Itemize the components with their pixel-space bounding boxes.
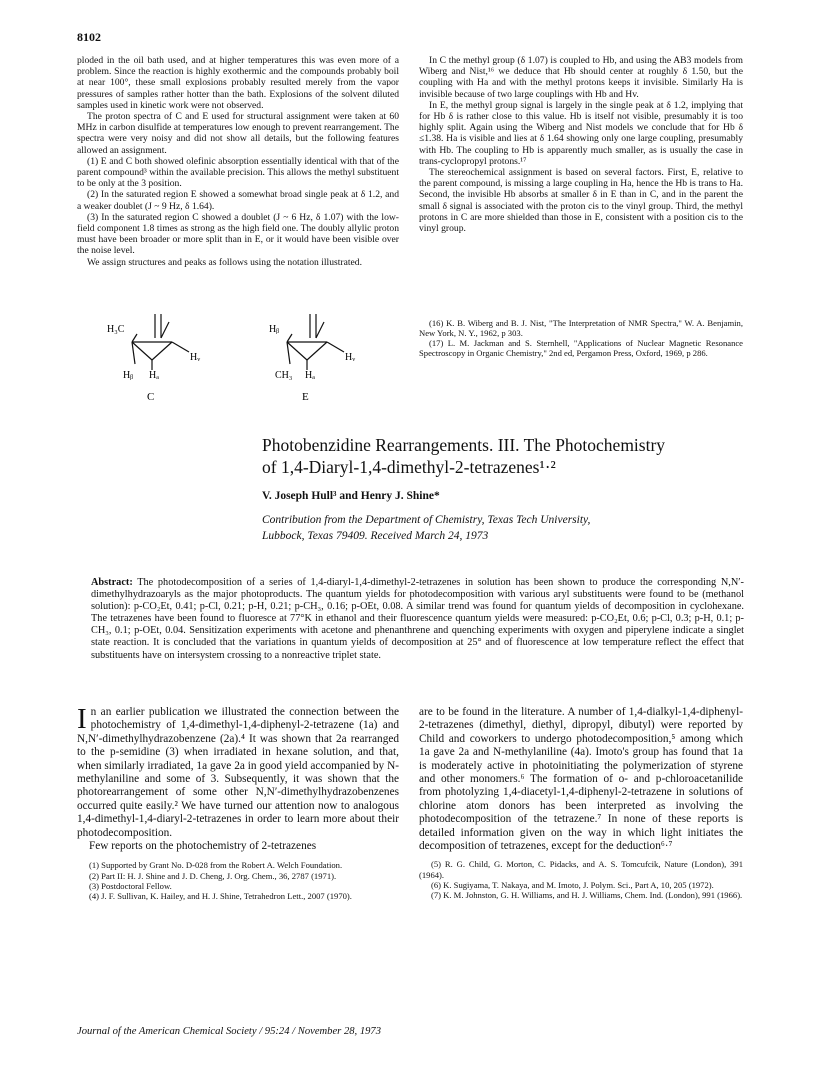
struct-label: Hₐ: [149, 370, 159, 381]
struct-label: CH₃: [275, 370, 293, 381]
structure-label-c: C: [147, 391, 155, 403]
paragraph: In E, the methyl group signal is largely in the single peak at δ 1.2, implying that for Hb δ is rather close to this value. Hb is itself not visible, presumably it is too highly split. Again using the Wiberg and Nist models we conclude that for Hb δ ≤1.38. Ha is visible and lies at δ 1.64 showing only one large coupling, presumably with Hb. The coupling to Hb is apparently much smaller, as is usually the case in trans-cyclopropyl protons.¹⁷: [419, 99, 743, 167]
title-line: Photobenzidine Rearrangements. III. The Photochemistry: [262, 435, 666, 455]
footnote: (7) K. M. Johnston, G. H. Williams, and H. J. Williams, Chem. Ind. (London), 991 (1966).: [431, 889, 743, 900]
affiliation: [262, 512, 742, 544]
struct-label: H₃C: [107, 324, 125, 335]
left-column-text: [77, 55, 399, 268]
footnotes-left: [77, 860, 399, 900]
footnote: (4) J. F. Sullivan, K. Hailey, and H. J. Shine, Tetrahedron Lett., 2007 (1970).: [89, 890, 352, 901]
paragraph: The proton spectra of C and E used for structural assignment were taken at 60 MHz in carbon disulfide at temperatures low enough to prevent rearrangement. The spectra were very noisy and did not show all details, but the following features allowed an assignment.: [77, 111, 399, 156]
paragraph: Few reports on the photochemistry of 2-tetrazenes: [89, 840, 317, 853]
paragraph: are to be found in the literature. A number of 1,4-dialkyl-1,4-diphenyl-2-tetrazenes (dimethyl, diethyl, dipropyl, dibutyl) were reported by Child and coworkers to undergo photodecomposition,⁵ among which 1a gave 2a and N-methylaniline (4a). Imoto's group has found that 1a is moderately active in photoinitiating the polymerization of styrene and other monomers.⁶ The formation of o- and p-chloroacetanilide from photolyzing 1,4-diacetyl-1,4-diphenyl-2-tetrazene in solutions of chlorine atom donors has been interpreted as involving the photodecomposition of the tetrazene.⁷ In none of these reports is detailed information given on the way in which light initiates the decomposition of tetrazenes, except for the deduction⁶·⁷: [419, 706, 743, 853]
paragraph: (3) In the saturated region C showed a doublet (J ~ 6 Hz, δ 1.07) with the low-field component 1.8 times as strong as the high field one. The doubly allylic proton must have been broader or more split than in E, or it would have been visible over the noise level.: [77, 211, 399, 257]
affiliation-line: Lubbock, Texas 79409. Received March 24, 1973: [262, 530, 489, 542]
drop-cap: I: [77, 703, 87, 735]
structure-c: [107, 314, 200, 403]
footnote: (17) L. M. Jackman and S. Sternhell, "Applications of Nuclear Magnetic Resonance Spectroscopy in Organic Chemistry," 2nd ed, Pergamon Press, Oxford, 1969, p 286.: [419, 338, 743, 359]
affiliation-line: Contribution from the Department of Chemistry, Texas Tech University,: [262, 514, 591, 526]
structure-e: [269, 314, 355, 403]
abstract: [91, 577, 744, 662]
cyclopropane-structures: [77, 312, 417, 422]
footnote: (1) Supported by Grant No. D-028 from the Robert A. Welch Foundation.: [89, 860, 343, 871]
right-column-text: [419, 55, 743, 234]
struct-label: Hₐ: [305, 370, 315, 381]
footnote: (6) K. Sugiyama, T. Nakaya, and M. Imoto, J. Polym. Sci., Part A, 10, 205 (1972).: [431, 879, 714, 890]
paragraph: In C the methyl group (δ 1.07) is coupled to Hb, and using the AB3 models from Wiberg and Nist,¹⁶ we deduce that Hb should center at roughly δ 1.50, but the coupling with Ha and with the methyl protons keeps it invisible. Similarly Ha is invisible because of two large couplings with Hb and Hv.: [419, 55, 743, 100]
paragraph: [77, 703, 399, 840]
abstract-text: The photodecomposition of a series of 1,4-diaryl-1,4-dimethyl-2-tetrazenes in solution has been shown to produce the corresponding N,N′-dimethylhydrazoaryls as the major photoproducts. The quantum yields for photodecomposition with various aryl substituents were found to be (methanol solution): p-CO₂Et, 0.41; p-Cl, 0.21; p-H, 0.21; p-CH₃, 0.16; p-OEt, 0.08. A similar trend was found for quantum yields of decomposition in cyclohexane. The tetrazenes have been found to fluoresce at 77°K in ethanol and their fluorescence quantum yields were measured: p-CO₂Et, 0.6; p-Cl, 0.3; p-H, 0.1; p-CH₃, 0.1; p-OEt, 0.04. Sensitization experiments with acetone and phenanthrene and quenching experiments with oxygen and piperylene indicate a singlet state reaction. It is concluded that the variations in quantum yields of decomposition at 25° and of fluorescence at low temperature reflect the effect that substituents have on intersystem crossing to a nonreactive triplet state.: [91, 577, 744, 661]
paragraph: We assign structures and peaks as follows using the notation illustrated.: [87, 256, 362, 268]
paragraph: The stereochemical assignment is based on several factors. First, E, relative to the parent compound, is missing a large coupling in Ha, hence the Hb is trans to Ha. Second, the invisible Hb absorbs at smaller δ in E than in C, and in the parent the small δ signal is associated with the proton cis to the vinyl group. Third, the methyl protons in C are more shielded than those in E, consistent with a position cis to the vinyl group.: [419, 167, 743, 235]
footnote: (5) R. G. Child, G. Morton, C. Pidacks, and A. S. Tomcufcik, Nature (London), 391 (1964).: [419, 859, 743, 880]
authors: V. Joseph Hull³ and Henry J. Shine*: [262, 490, 440, 502]
footnotes-upper-right: [419, 318, 743, 358]
footnote: (2) Part II: H. J. Shine and J. D. Cheng, J. Org. Chem., 36, 2787 (1971).: [89, 870, 337, 881]
body-left-column: [77, 703, 399, 901]
body-right-column: [419, 706, 743, 900]
page-number: 8102: [77, 30, 101, 44]
footnote: (3) Postdoctoral Fellow.: [89, 880, 172, 891]
struct-label: Hᵥ: [190, 352, 201, 363]
title-line: of 1,4-Diaryl-1,4-dimethyl-2-tetrazenes¹·²: [262, 457, 556, 477]
struct-label: Hᵥ: [345, 352, 356, 363]
paragraph-text: n an earlier publication we illustrated the connection between the photochemistry of 1,4-dimethyl-1,4-diphenyl-2-tetrazene (1a) and N,N′-dimethylhydrazobenzene (2a).⁴ It was shown that 2a rearranged to the p-semidine (3) when irradiated in hexane solution, and that, when similarly irradiated, 1a gave 2a in good yield accompanied by N-methylaniline and some of 3. Subsequently, it was shown that the photorearrangement of some other N,N′-dimethylhydrazobenzenes occurred quite easily.² We have turned our attention now to analogous 1,4-dimethyl-1,4-diaryl-2-tetrazenes in order to learn more about their photodecomposition.: [77, 706, 399, 839]
footnote: (16) K. B. Wiberg and B. J. Nist, "The Interpretation of NMR Spectra," W. A. Benjamin, New York, N. Y., 1962, p 303.: [419, 318, 743, 339]
abstract-label: Abstract:: [91, 577, 133, 588]
structure-label-e: E: [302, 391, 309, 403]
footnotes-right: [419, 859, 743, 899]
paragraph: (1) E and C both showed olefinic absorption essentially identical with that of the parent compound³ within the available precision. This allows the methyl substituent to be only at the 3 position.: [77, 155, 399, 190]
struct-label: Hᵦ: [269, 324, 280, 335]
paragraph: (2) In the saturated region E showed a somewhat broad single peak at δ 1.2, and a weaker doublet (J ~ 9 Hz, δ 1.64).: [77, 189, 399, 212]
article-title: [262, 434, 762, 478]
paragraph: ploded in the oil bath used, and at higher temperatures this was even more of a problem. Since the reaction is highly exothermic and the compounds probably boil at near 100°, these small explosions probably resulted merely from the vapor pressures of samples rather hotter than the bath. Explosions of the solvent diluted samples used in kinetic work were not observed.: [77, 55, 399, 111]
struct-label: Hᵦ: [123, 370, 134, 381]
journal-footer: Journal of the American Chemical Society / 95:24 / November 28, 1973: [77, 1026, 382, 1037]
